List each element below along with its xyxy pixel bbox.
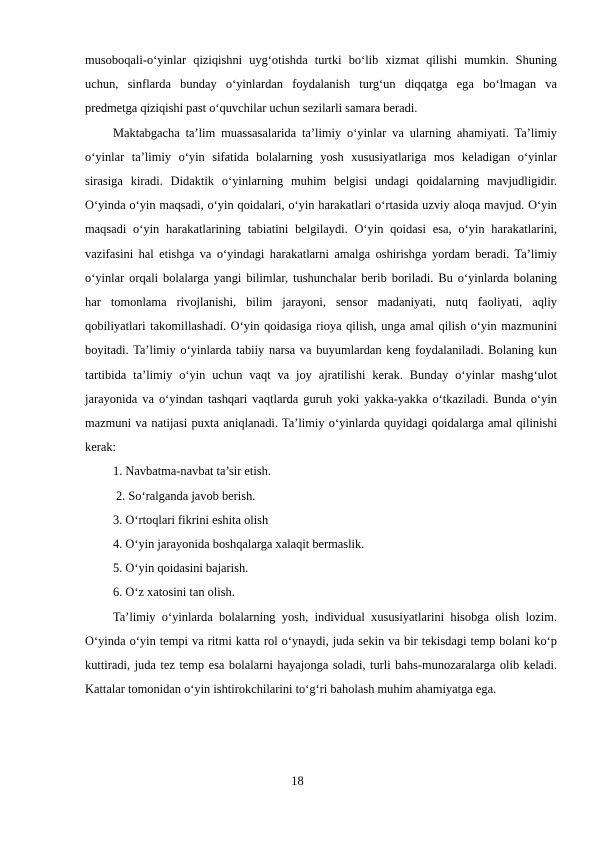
rules-list xyxy=(85,459,557,604)
rule-item: 3. O‘rtoqlari fikrini eshita olish xyxy=(113,512,269,527)
document-body xyxy=(85,48,557,701)
rule-item: 5. O‘yin qoidasini bajarish. xyxy=(113,561,249,576)
rule-item: 2. So‘ralganda javob berish. xyxy=(116,488,256,503)
page-number: 18 xyxy=(291,774,304,788)
rule-item: 1. Navbatma-navbat ta’sir etish. xyxy=(113,464,271,479)
paragraph-continuation: musoboqali-o‘yinlar qiziqishni uyg‘otishda turtki bo‘lib xizmat qilishi mumkin. Shuning uchun, sinflarda bunday o‘yinlardan foydalanish turg‘un diqqatga ega bo‘lmagan va predmetga qiziqishi past o‘quvchilar uchun sezilarli samara beradi. xyxy=(85,53,557,116)
rule-item: 6. O‘z xatosini tan olish. xyxy=(113,585,235,600)
paragraph-closing: Ta’limiy o‘yinlarda bolalarning yosh, individual xususiyatlarini hisobga olish lozim. O‘yinda o‘yin tempi va ritmi katta rol o‘ynaydi, juda sekin va bir tekisdagi temp bolani ko‘p kuttiradi, juda tez temp esa bolalarni hayajonga soladi, turli bahs-munozaralarga olib keladi. Kattalar tomonidan o‘yin ishtirokchilarini to‘g‘ri baholash muhim ahamiyatga ega. xyxy=(85,609,557,697)
rule-item: 4. O‘yin jarayonida boshqalarga xalaqit bermaslik. xyxy=(113,537,365,552)
paragraph-educational-games: Maktabgacha ta’lim muassasalarida ta’limiy o‘yinlar va ularning ahamiyati. Ta’limiy o‘yinlar ta’limiy o‘yin sifatida bolalarning yosh xususiyatlariga mos keladigan o‘yinlar sirasiga kiradi. Didaktik o‘yinlarning muhim belgisi undagi qoidalarning mavjudligidir. O‘yinda o‘yin maqsadi, o‘yin qoidalari, o‘yin harakatlari o‘rtasida uzviy aloqa mavjud. O‘yin maqsadi o‘yin harakatlarining tabiatini belgilaydi. O‘yin qoidasi esa, o‘yin harakatlarini, vazifasini hal etishga va o‘yindagi harakatlarni amalga oshirishga yordam beradi. Ta’limiy o‘yinlar orqali bolalarga yangi bilimlar, tushunchalar berib boriladi. Bu o‘yinlarda bolaning har tomonlama rivojlanishi, bilim jarayoni, sensor madaniyati, nutq faoliyati, aqliy qobiliyatlari takomillashadi. O‘yin qoidasiga rioya qilish, unga amal qilish o‘yin mazmunini boyitadi. Ta’limiy o‘yinlarda tabiiy narsa va buyumlardan keng foydalaniladi. Bolaning kun tartibida ta’limiy o‘yin uchun vaqt va joy ajratilishi kerak. Bunday o‘yinlar mashg‘ulot jarayonida va o‘yindan tashqari vaqtlarda guruh yoki yakka-yakka o‘tkaziladi. Bunda o‘yin mazmuni va natijasi puxta aniqlanadi. Ta’limiy o‘yinlarda quyidagi qoidalarga amal qilinishi kerak: xyxy=(85,125,557,455)
